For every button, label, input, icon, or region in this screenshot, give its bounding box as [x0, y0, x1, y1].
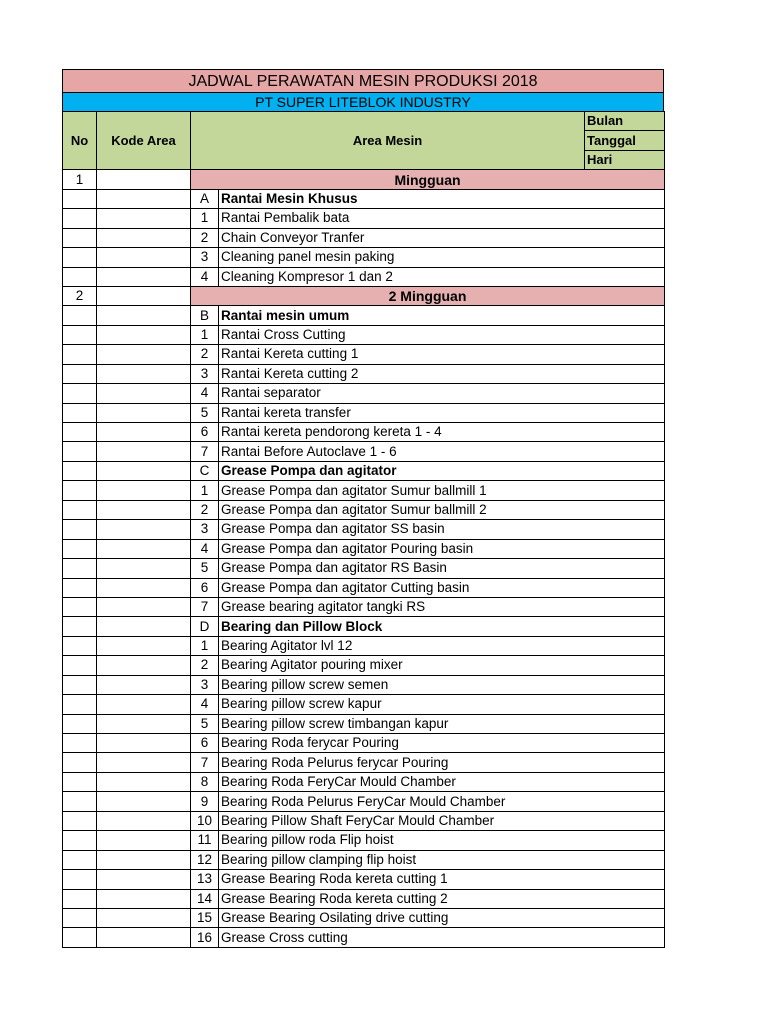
row-no: [63, 753, 97, 772]
task-label: Grease Pompa dan agitator Sumur ballmill 2: [219, 500, 665, 519]
section-row: [63, 189, 665, 208]
task-number: 7: [191, 597, 219, 616]
kode-area-cell: [97, 636, 191, 655]
kode-area-cell: [97, 403, 191, 422]
header-row: [63, 112, 665, 131]
row-no: [63, 228, 97, 247]
section-title: Rantai mesin umum: [219, 306, 665, 325]
row-no: [63, 189, 97, 208]
header-kode-area: Kode Area: [97, 112, 191, 170]
task-number: 10: [191, 811, 219, 830]
task-label: Rantai kereta pendorong kereta 1 - 4: [219, 423, 665, 442]
task-row: [63, 228, 665, 247]
kode-area-cell: [97, 325, 191, 344]
header-area-mesin: Area Mesin: [191, 112, 585, 170]
row-no: [63, 248, 97, 267]
task-number: 6: [191, 578, 219, 597]
kode-area-cell: [97, 734, 191, 753]
row-no: 1: [63, 170, 97, 189]
section-row: [63, 461, 665, 480]
company-name: PT SUPER LITEBLOK INDUSTRY: [62, 92, 664, 111]
task-label: Bearing pillow roda Flip hoist: [219, 831, 665, 850]
task-row: [63, 403, 665, 422]
task-label: Grease Bearing Roda kereta cutting 2: [219, 889, 665, 908]
row-no: [63, 792, 97, 811]
kode-area-cell: [97, 248, 191, 267]
task-row: [63, 325, 665, 344]
kode-area-cell: [97, 792, 191, 811]
task-row: [63, 364, 665, 383]
task-label: Rantai Pembalik bata: [219, 209, 665, 228]
row-no: [63, 889, 97, 908]
task-row: [63, 928, 665, 947]
row-no: [63, 500, 97, 519]
task-row: [63, 695, 665, 714]
task-row: [63, 714, 665, 733]
task-label: Rantai Cross Cutting: [219, 325, 665, 344]
task-label: Chain Conveyor Tranfer: [219, 228, 665, 247]
section-letter: B: [191, 306, 219, 325]
task-label: Bearing Pillow Shaft FeryCar Mould Chamber: [219, 811, 665, 830]
task-number: 5: [191, 403, 219, 422]
kode-area-cell: [97, 481, 191, 500]
schedule-sheet: [62, 69, 664, 948]
task-number: 12: [191, 850, 219, 869]
task-number: 9: [191, 792, 219, 811]
section-letter: C: [191, 461, 219, 480]
task-number: 14: [191, 889, 219, 908]
task-row: [63, 675, 665, 694]
task-number: 5: [191, 559, 219, 578]
task-label: Grease bearing agitator tangki RS: [219, 597, 665, 616]
task-row: [63, 559, 665, 578]
row-no: [63, 559, 97, 578]
task-row: [63, 209, 665, 228]
task-row: [63, 889, 665, 908]
task-number: 3: [191, 364, 219, 383]
task-label: Grease Pompa dan agitator RS Basin: [219, 559, 665, 578]
task-number: 2: [191, 228, 219, 247]
kode-area-cell: [97, 500, 191, 519]
kode-area-cell: [97, 850, 191, 869]
task-label: Grease Bearing Roda kereta cutting 1: [219, 870, 665, 889]
row-no: [63, 908, 97, 927]
row-no: [63, 695, 97, 714]
task-number: 16: [191, 928, 219, 947]
kode-area-cell: [97, 306, 191, 325]
task-label: Bearing Roda Pelurus ferycar Pouring: [219, 753, 665, 772]
task-label: Bearing pillow screw kapur: [219, 695, 665, 714]
kode-area-cell: [97, 928, 191, 947]
section-title: Rantai Mesin Khusus: [219, 189, 665, 208]
task-number: 8: [191, 772, 219, 791]
task-number: 6: [191, 734, 219, 753]
kode-area-cell: [97, 345, 191, 364]
task-number: 3: [191, 520, 219, 539]
row-no: [63, 928, 97, 947]
row-no: [63, 734, 97, 753]
kode-area-cell: [97, 209, 191, 228]
row-no: [63, 384, 97, 403]
header-bulan: Bulan: [585, 112, 665, 131]
header-no: No: [63, 112, 97, 170]
period-row: [63, 170, 665, 189]
section-title: Grease Pompa dan agitator: [219, 461, 665, 480]
task-label: Bearing Agitator pouring mixer: [219, 656, 665, 675]
section-letter: A: [191, 189, 219, 208]
kode-area-cell: [97, 286, 191, 305]
task-number: 5: [191, 714, 219, 733]
task-label: Bearing pillow clamping flip hoist: [219, 850, 665, 869]
task-number: 7: [191, 442, 219, 461]
kode-area-cell: [97, 811, 191, 830]
row-no: [63, 656, 97, 675]
row-no: [63, 209, 97, 228]
period-row: [63, 286, 665, 305]
kode-area-cell: [97, 695, 191, 714]
task-label: Bearing Roda Pelurus FeryCar Mould Chamber: [219, 792, 665, 811]
header-hari: Hari: [585, 150, 665, 169]
task-number: 4: [191, 539, 219, 558]
kode-area-cell: [97, 908, 191, 927]
task-label: Rantai separator: [219, 384, 665, 403]
task-row: [63, 384, 665, 403]
row-no: [63, 811, 97, 830]
task-row: [63, 636, 665, 655]
kode-area-cell: [97, 597, 191, 616]
task-number: 4: [191, 267, 219, 286]
kode-area-cell: [97, 753, 191, 772]
task-row: [63, 772, 665, 791]
row-no: [63, 714, 97, 733]
task-number: 4: [191, 695, 219, 714]
task-number: 2: [191, 500, 219, 519]
kode-area-cell: [97, 539, 191, 558]
kode-area-cell: [97, 461, 191, 480]
task-label: Bearing Agitator lvl 12: [219, 636, 665, 655]
task-label: Cleaning panel mesin paking: [219, 248, 665, 267]
task-row: [63, 248, 665, 267]
task-label: Bearing Roda FeryCar Mould Chamber: [219, 772, 665, 791]
task-number: 7: [191, 753, 219, 772]
row-no: 2: [63, 286, 97, 305]
task-row: [63, 792, 665, 811]
task-number: 3: [191, 675, 219, 694]
task-row: [63, 481, 665, 500]
kode-area-cell: [97, 364, 191, 383]
task-label: Rantai Kereta cutting 2: [219, 364, 665, 383]
task-row: [63, 500, 665, 519]
kode-area-cell: [97, 189, 191, 208]
task-label: Cleaning Kompresor 1 dan 2: [219, 267, 665, 286]
row-no: [63, 578, 97, 597]
row-no: [63, 850, 97, 869]
row-no: [63, 617, 97, 636]
kode-area-cell: [97, 675, 191, 694]
row-no: [63, 675, 97, 694]
task-number: 4: [191, 384, 219, 403]
row-no: [63, 636, 97, 655]
task-label: Grease Pompa dan agitator Sumur ballmill 1: [219, 481, 665, 500]
task-label: Bearing pillow screw semen: [219, 675, 665, 694]
row-no: [63, 403, 97, 422]
kode-area-cell: [97, 617, 191, 636]
task-number: 11: [191, 831, 219, 850]
task-row: [63, 908, 665, 927]
kode-area-cell: [97, 772, 191, 791]
row-no: [63, 267, 97, 286]
row-no: [63, 481, 97, 500]
task-row: [63, 831, 665, 850]
kode-area-cell: [97, 559, 191, 578]
task-row: [63, 423, 665, 442]
section-row: [63, 617, 665, 636]
kode-area-cell: [97, 831, 191, 850]
task-number: 1: [191, 636, 219, 655]
task-label: Bearing Roda ferycar Pouring: [219, 734, 665, 753]
period-label: Mingguan: [191, 170, 665, 189]
task-label: Grease Bearing Osilating drive cutting: [219, 908, 665, 927]
row-no: [63, 597, 97, 616]
task-label: Grease Pompa dan agitator Cutting basin: [219, 578, 665, 597]
task-number: 2: [191, 345, 219, 364]
row-no: [63, 772, 97, 791]
task-number: 3: [191, 248, 219, 267]
task-row: [63, 753, 665, 772]
schedule-body: [63, 112, 665, 948]
task-row: [63, 656, 665, 675]
task-row: [63, 442, 665, 461]
task-label: Rantai kereta transfer: [219, 403, 665, 422]
kode-area-cell: [97, 423, 191, 442]
task-label: Rantai Before Autoclave 1 - 6: [219, 442, 665, 461]
row-no: [63, 325, 97, 344]
task-row: [63, 578, 665, 597]
task-row: [63, 870, 665, 889]
kode-area-cell: [97, 889, 191, 908]
task-number: 1: [191, 481, 219, 500]
kode-area-cell: [97, 656, 191, 675]
row-no: [63, 345, 97, 364]
task-number: 13: [191, 870, 219, 889]
kode-area-cell: [97, 228, 191, 247]
schedule-table: [62, 111, 665, 948]
task-number: 1: [191, 325, 219, 344]
row-no: [63, 306, 97, 325]
section-letter: D: [191, 617, 219, 636]
task-label: Rantai Kereta cutting 1: [219, 345, 665, 364]
task-number: 6: [191, 423, 219, 442]
kode-area-cell: [97, 442, 191, 461]
kode-area-cell: [97, 714, 191, 733]
task-label: Grease Pompa dan agitator Pouring basin: [219, 539, 665, 558]
task-label: Grease Cross cutting: [219, 928, 665, 947]
row-no: [63, 539, 97, 558]
task-row: [63, 811, 665, 830]
schedule-title: JADWAL PERAWATAN MESIN PRODUKSI 2018: [62, 69, 664, 92]
header-tanggal: Tanggal: [585, 131, 665, 150]
kode-area-cell: [97, 578, 191, 597]
kode-area-cell: [97, 520, 191, 539]
row-no: [63, 364, 97, 383]
kode-area-cell: [97, 170, 191, 189]
row-no: [63, 442, 97, 461]
period-label: 2 Mingguan: [191, 286, 665, 305]
row-no: [63, 831, 97, 850]
kode-area-cell: [97, 384, 191, 403]
task-row: [63, 345, 665, 364]
task-row: [63, 520, 665, 539]
task-row: [63, 267, 665, 286]
row-no: [63, 461, 97, 480]
task-label: Bearing pillow screw timbangan kapur: [219, 714, 665, 733]
task-row: [63, 539, 665, 558]
section-row: [63, 306, 665, 325]
task-row: [63, 850, 665, 869]
task-label: Grease Pompa dan agitator SS basin: [219, 520, 665, 539]
kode-area-cell: [97, 870, 191, 889]
kode-area-cell: [97, 267, 191, 286]
row-no: [63, 423, 97, 442]
section-title: Bearing dan Pillow Block: [219, 617, 665, 636]
task-number: 2: [191, 656, 219, 675]
task-number: 15: [191, 908, 219, 927]
task-row: [63, 597, 665, 616]
task-row: [63, 734, 665, 753]
row-no: [63, 870, 97, 889]
row-no: [63, 520, 97, 539]
task-number: 1: [191, 209, 219, 228]
